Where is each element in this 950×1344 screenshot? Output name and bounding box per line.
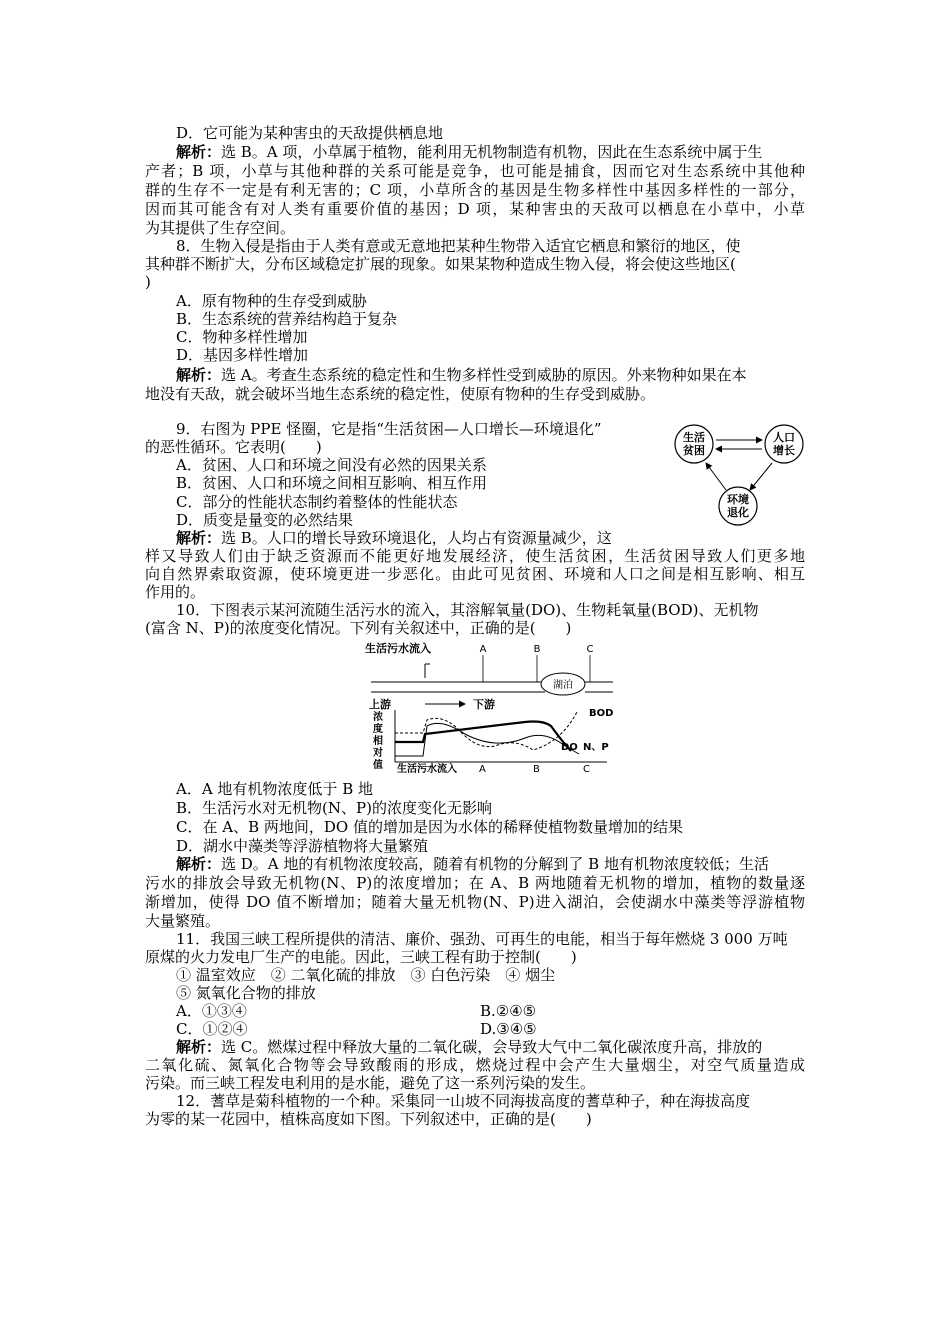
point-c-top: C: [586, 644, 594, 655]
do-label: DO: [561, 742, 578, 753]
q12-stem-line-2: 为零的某一花园中，植株高度如下图。下列叙述中，正确的是( ): [145, 1110, 592, 1128]
bod-label: BOD: [589, 708, 614, 719]
q8-stem-line-3: ): [145, 273, 151, 291]
q10-option-c: C．在 A、B 两地间，DO 值的增加是因为水体的稀释使植物数量增加的结果: [176, 818, 683, 836]
sewage-inflow-label-top: 生活污水流入: [365, 642, 431, 655]
q7-analysis-line-2: 产者；B 项，小草与其他种群的关系可能是竞争，也可能是捕食，因而它对生态系统中其他种: [145, 162, 805, 180]
np-label: N、P: [583, 742, 609, 753]
ylabel-char-5: 值: [373, 760, 383, 771]
q11-option-c: C．①②④: [176, 1020, 248, 1038]
q9-option-c: C．部分的性能状态制约着整体的性能状态: [176, 493, 458, 511]
point-a-bottom: A: [479, 764, 486, 774]
q10-analysis-line-4: 大量繁殖。: [145, 912, 221, 930]
node-environment: [719, 487, 757, 525]
q11-items-line-1: ① 温室效应 ② 二氧化硫的排放 ③ 白色污染 ④ 烟尘: [176, 966, 556, 984]
node-environment-line-2: 退化: [727, 506, 749, 519]
point-b-bottom: B: [533, 764, 540, 774]
analysis-label: 解析：: [176, 855, 222, 873]
analysis-text: 选 B。A 项，小草属于植物，能利用无机物制造有机物，因此在生态系统中属于生: [221, 143, 763, 161]
q10-analysis-line-2: 污水的排放会导致无机物(N、P)的浓度增加；在 A、B 两地随着无机物的增加，植物的数量逐: [145, 874, 805, 892]
downstream-label: 下游: [473, 698, 495, 711]
q8-option-a: A．原有物种的生存受到威胁: [176, 292, 367, 310]
q8-stem-line-1: 8．生物入侵是指由于人类有意或无意地把某种生物带入适宜它栖息和繁衍的地区，使: [176, 237, 741, 255]
q9-analysis-line-2: 样又导致人们由于缺乏资源而不能更好地发展经济，使生活贫困，生活贫困导致人们更多地: [145, 547, 805, 565]
analysis-label: 解析：: [176, 1038, 222, 1056]
q10-analysis-line-1: [176, 855, 769, 873]
node-population-line-2: 增长: [773, 444, 795, 457]
q8-option-b: B．生态系统的营养结构趋于复杂: [176, 310, 398, 328]
node-environment-line-1: 环境: [727, 493, 749, 506]
q10-stem-line-1: 10．下图表示某河流随生活污水的流入，其溶解氧量(DO)、生物耗氧量(BOD)、无机物: [176, 601, 759, 619]
q11-stem-line-2: 原煤的火力发电厂生产的电能。因此，三峡工程有助于控制( ): [145, 948, 577, 966]
arrow-environment-to-poverty: [706, 463, 726, 490]
q11-option-a: A．①③④: [176, 1002, 247, 1020]
q12-stem-line-1: 12．蓍草是菊科植物的一个种。采集同一山坡不同海拔高度的蓍草种子，种在海拔高度: [176, 1092, 751, 1110]
q7-analysis-line-3: 群的生存不一定是有利无害的；C 项，小草所含的基因是生物多样性中基因多样性的一部分，: [145, 181, 805, 199]
q8-analysis-line-1: [176, 366, 747, 384]
q9-option-b: B．贫困、人口和环境之间相互影响、相互作用: [176, 474, 488, 492]
node-poverty-line-1: 生活: [683, 431, 705, 444]
node-poverty: [675, 425, 713, 463]
analysis-label: 解析：: [176, 366, 222, 384]
q10-option-d: D．湖水中藻类等浮游植物将大量繁殖: [176, 837, 429, 855]
node-population: [765, 425, 803, 463]
q7-analysis-line-1: [176, 143, 762, 161]
q9-analysis-line-1: [176, 529, 612, 547]
ylabel-char-1: 浓: [373, 712, 383, 723]
concentration-plot: [372, 708, 613, 774]
q9-stem-line-2: 的恶性循环。它表明( ): [145, 438, 322, 456]
q11-analysis-line-3: 污染。而三峡工程发电利用的是水能，避免了这一系列污染的发生。: [145, 1074, 596, 1092]
analysis-label: 解析：: [176, 529, 222, 547]
analysis-text: 选 C。燃煤过程中释放大量的二氧化碳，会导致大气中二氧化碳浓度升高，排放的: [221, 1038, 763, 1056]
river-schematic: [365, 641, 613, 711]
upstream-label: 上游: [369, 698, 391, 711]
q10-option-a: A．A 地有机物浓度低于 B 地: [176, 780, 373, 798]
point-a-top: A: [479, 644, 487, 655]
q7-analysis-line-5: 为其提供了生存空间。: [145, 219, 296, 237]
q10-analysis-line-3: 渐增加，使得 DO 值不断增加；随着大量无机物(N、P)进入湖泊，会使湖水中藻类等浮游植物: [145, 893, 805, 911]
q9-analysis-line-4: 作用的。: [145, 583, 206, 601]
q9-stem-line-1: 9．右图为 PPE 怪圈，它是指“生活贫困—人口增长—环境退化”: [176, 420, 602, 438]
ylabel-char-2: 度: [373, 724, 383, 735]
q8-option-d: D．基因多样性增加: [176, 346, 309, 364]
q11-analysis-line-2: 二氧化硫、氮氧化合物等会导致酸雨的形成，燃烧过程中会产生大量烟尘，对空气质量造成: [145, 1056, 805, 1074]
q7-option-d: D．它可能为某种害虫的天敌提供栖息地: [176, 124, 444, 142]
do-curve: [395, 712, 577, 750]
q10-option-b: B．生活污水对无机物(N、P)的浓度变化无影响: [176, 799, 492, 817]
node-population-line-1: 人口: [773, 431, 795, 444]
q11-stem-line-1: 11．我国三峡工程所提供的清洁、廉价、强劲、可再生的电能，相当于每年燃烧 3 000 万吨: [176, 930, 788, 948]
q10-stem-line-2: (富含 N、P)的浓度变化情况。下列有关叙述中，正确的是( ): [145, 619, 572, 637]
q11-option-d: D.③④⑤: [480, 1020, 537, 1038]
q9-option-a: A．贫困、人口和环境之间没有必然的因果关系: [176, 456, 487, 474]
q7-analysis-line-4: 因而其可能含有对人类有重要价值的基因；D 项，某种害虫的天敌可以栖息在小草中，小草: [145, 200, 805, 218]
q11-items-line-2: ⑤ 氮氧化合物的排放: [176, 984, 316, 1002]
ppe-cycle-diagram: [668, 420, 818, 528]
ylabel-char-3: 相: [373, 736, 383, 747]
ylabel-char-4: 对: [373, 748, 383, 759]
q9-analysis-line-3: 向自然界索取资源，使环境更进一步恶化。由此可见贫困、环境和人口之间是相互影响、相互: [145, 565, 805, 583]
arrow-population-to-environment: [750, 463, 772, 490]
q11-option-b: B.②④⑤: [480, 1002, 537, 1020]
q8-option-c: C．物种多样性增加: [176, 328, 308, 346]
sewage-inflow-label-bottom: 生活污水流入: [397, 764, 457, 774]
analysis-text: 选 B。人口的增长导致环境退化，人均占有资源量减少，这: [221, 529, 612, 547]
q8-analysis-line-2: 地没有天敌，就会破坏当地生态系统的稳定性，使原有物种的生存受到威胁。: [145, 385, 656, 403]
q8-stem-line-2: 其种群不断扩大，分布区域稳定扩展的现象。如果某物种造成生物入侵，将会使这些地区(: [145, 255, 736, 273]
point-b-top: B: [533, 644, 541, 655]
node-poverty-line-2: 贫困: [683, 444, 705, 457]
lake-label: 湖泊: [553, 680, 573, 691]
q9-option-d: D．质变是量变的必然结果: [176, 511, 354, 529]
point-c-bottom: C: [583, 764, 590, 774]
analysis-text: 选 A。考查生态系统的稳定性和生物多样性受到威胁的原因。外来物种如果在本: [221, 366, 747, 384]
analysis-text: 选 D。A 地的有机物浓度较高，随着有机物的分解到了 B 地有机物浓度较低；生活: [221, 855, 769, 873]
river-concentration-figure: [365, 638, 635, 774]
analysis-label: 解析：: [176, 143, 222, 161]
q11-analysis-line-1: [176, 1038, 762, 1056]
